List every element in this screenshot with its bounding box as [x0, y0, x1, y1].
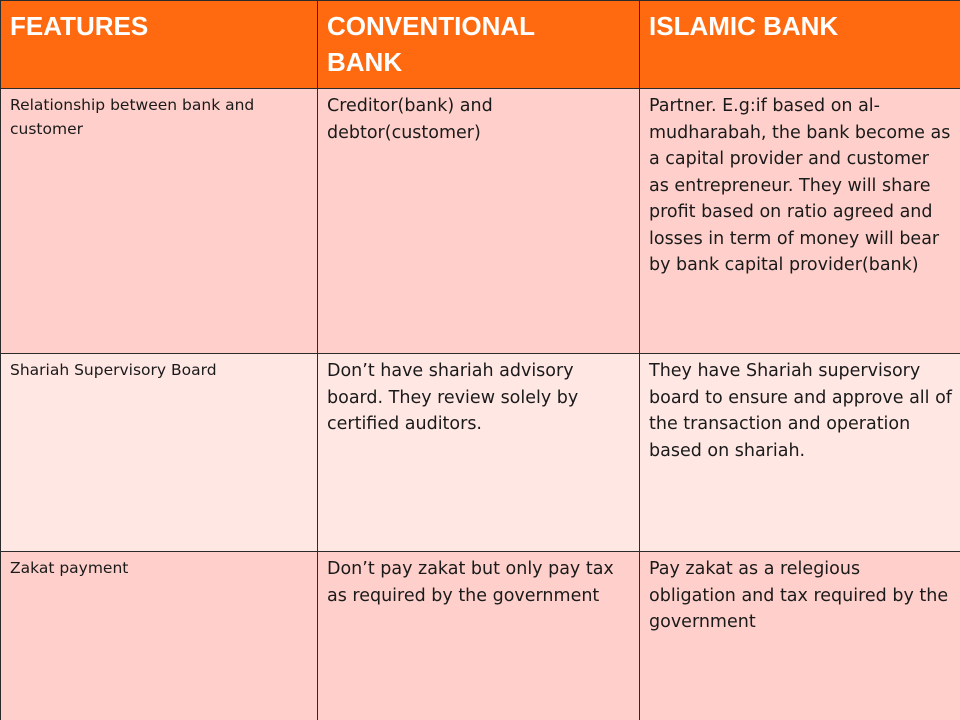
table-row — [1, 89, 960, 354]
feature-cell: Relationship between bank and customer — [1, 89, 318, 354]
table-row — [1, 552, 960, 720]
conventional-cell: Don’t pay zakat but only pay tax as required by the government — [318, 552, 640, 720]
islamic-cell: Pay zakat as a relegious obligation and tax required by the government — [640, 552, 960, 720]
header-islamic-bank: ISLAMIC BANK — [640, 1, 960, 89]
header-features: FEATURES — [1, 1, 318, 89]
feature-cell: Zakat payment — [1, 552, 318, 720]
table-row — [1, 354, 960, 552]
conventional-cell: Don’t have shariah advisory board. They review solely by certified auditors. — [318, 354, 640, 552]
feature-cell: Shariah Supervisory Board — [1, 354, 318, 552]
islamic-cell: Partner. E.g:if based on al-mudharabah, the bank become as a capital provider and customer as entrepreneur. They will share profit based on ratio agreed and losses in term of money will bear by bank capital provider(bank) — [640, 89, 960, 354]
conventional-cell: Creditor(bank) and debtor(customer) — [318, 89, 640, 354]
header-row — [1, 1, 960, 89]
islamic-cell: They have Shariah supervisory board to ensure and approve all of the transaction and operation based on shariah. — [640, 354, 960, 552]
header-conventional-bank: CONVENTIONAL BANK — [318, 1, 640, 89]
